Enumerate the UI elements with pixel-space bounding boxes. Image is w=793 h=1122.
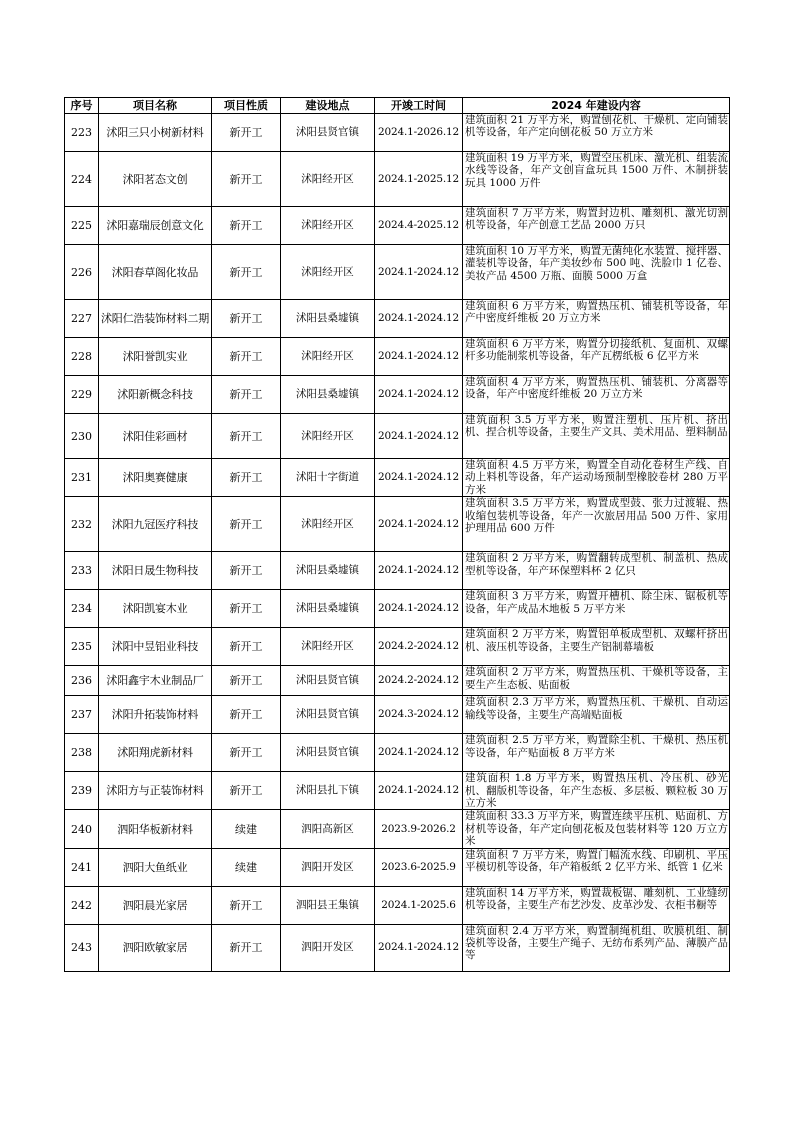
cell-no: 225 bbox=[65, 207, 99, 245]
table-row bbox=[65, 734, 730, 772]
cell-no: 234 bbox=[65, 590, 99, 628]
cell-project-name: 泗阳华板新材料 bbox=[99, 810, 212, 848]
cell-no: 224 bbox=[65, 152, 99, 207]
cell-project-name: 沭阳佳彩画材 bbox=[99, 414, 212, 459]
cell-content: 建筑面积 14 万平方米，购置裁板锯、雕刻机、工业缝纫机等设备，主要生产布艺沙发、皮革沙发、衣柜书橱等 bbox=[463, 886, 730, 924]
cell-period: 2024.3-2024.12 bbox=[375, 696, 463, 734]
cell-period: 2024.1-2024.12 bbox=[375, 772, 463, 810]
cell-project-type: 新开工 bbox=[212, 696, 281, 734]
cell-location: 沭阳经开区 bbox=[281, 497, 375, 552]
cell-project-name: 沭阳中昱铝业科技 bbox=[99, 628, 212, 666]
cell-project-name: 沭阳仁浩装饰材料二期 bbox=[99, 300, 212, 338]
cell-location: 沭阳县扎下镇 bbox=[281, 772, 375, 810]
cell-no: 229 bbox=[65, 376, 99, 414]
cell-project-name: 沭阳奥赛健康 bbox=[99, 459, 212, 497]
cell-project-type: 新开工 bbox=[212, 772, 281, 810]
cell-project-name: 沭阳翔虎新材料 bbox=[99, 734, 212, 772]
cell-project-name: 沭阳方与正装饰材料 bbox=[99, 772, 212, 810]
cell-content: 建筑面积 7 万平方米，购置门幅流水线、印刷机、平压平模切机等设备，年产箱板纸 2 亿平方米、纸管 1 亿米 bbox=[463, 848, 730, 886]
cell-no: 228 bbox=[65, 338, 99, 376]
cell-no: 236 bbox=[65, 666, 99, 696]
header-row bbox=[65, 98, 730, 114]
header-period: 开竣工时间 bbox=[375, 98, 463, 114]
cell-project-type: 新开工 bbox=[212, 114, 281, 152]
table-row bbox=[65, 924, 730, 971]
cell-location: 沭阳县桑墟镇 bbox=[281, 376, 375, 414]
cell-period: 2024.1-2024.12 bbox=[375, 924, 463, 971]
cell-no: 231 bbox=[65, 459, 99, 497]
cell-location: 沭阳经开区 bbox=[281, 414, 375, 459]
cell-period: 2024.2-2024.12 bbox=[375, 628, 463, 666]
cell-project-type: 新开工 bbox=[212, 207, 281, 245]
cell-period: 2024.1-2024.12 bbox=[375, 590, 463, 628]
cell-project-type: 新开工 bbox=[212, 552, 281, 590]
cell-project-type: 新开工 bbox=[212, 924, 281, 971]
cell-content: 建筑面积 4.5 万平方米，购置全自动化卷材生产线、自动上料机等设备，年产运动场预制型橡胶卷材 280 万平方米 bbox=[463, 459, 730, 497]
cell-no: 233 bbox=[65, 552, 99, 590]
cell-project-name: 沭阳茗态文创 bbox=[99, 152, 212, 207]
cell-project-name: 沭阳日晟生物科技 bbox=[99, 552, 212, 590]
header-no: 序号 bbox=[65, 98, 99, 114]
cell-period: 2024.1-2024.12 bbox=[375, 414, 463, 459]
cell-content: 建筑面积 19 万平方米，购置空压机床、激光机、组装流水线等设备，年产文创盲盒玩具 1500 万件、木制拼装玩具 1000 万件 bbox=[463, 152, 730, 207]
project-table bbox=[64, 97, 730, 972]
cell-project-name: 沭阳鑫宇木业制品厂 bbox=[99, 666, 212, 696]
cell-project-name: 泗阳晨光家居 bbox=[99, 886, 212, 924]
cell-project-type: 新开工 bbox=[212, 666, 281, 696]
cell-content: 建筑面积 7 万平方米，购置封边机、雕刻机、激光切割机等设备，年产创意工艺品 2000 万只 bbox=[463, 207, 730, 245]
cell-content: 建筑面积 4 万平方米，购置热压机、铺装机、分离器等设备，年产中密度纤维板 20 万立方米 bbox=[463, 376, 730, 414]
cell-no: 239 bbox=[65, 772, 99, 810]
cell-location: 沭阳十字街道 bbox=[281, 459, 375, 497]
cell-location: 沭阳经开区 bbox=[281, 628, 375, 666]
cell-project-type: 新开工 bbox=[212, 886, 281, 924]
cell-project-type: 新开工 bbox=[212, 414, 281, 459]
cell-location: 沭阳县贤官镇 bbox=[281, 666, 375, 696]
header-name: 项目名称 bbox=[99, 98, 212, 114]
cell-project-name: 泗阳欧敏家居 bbox=[99, 924, 212, 971]
cell-location: 沭阳经开区 bbox=[281, 152, 375, 207]
cell-location: 沭阳经开区 bbox=[281, 245, 375, 300]
table-row bbox=[65, 666, 730, 696]
table-row bbox=[65, 376, 730, 414]
table-row bbox=[65, 300, 730, 338]
cell-period: 2024.1-2024.12 bbox=[375, 300, 463, 338]
cell-project-name: 沭阳凯宴木业 bbox=[99, 590, 212, 628]
table-row bbox=[65, 772, 730, 810]
cell-no: 237 bbox=[65, 696, 99, 734]
cell-period: 2024.4-2025.12 bbox=[375, 207, 463, 245]
cell-content: 建筑面积 2 万平方米，购置铝单板成型机、双螺杆挤出机、液压机等设备，主要生产铝制幕墙板 bbox=[463, 628, 730, 666]
cell-location: 沭阳县桑墟镇 bbox=[281, 300, 375, 338]
cell-project-name: 泗阳大鱼纸业 bbox=[99, 848, 212, 886]
cell-project-type: 新开工 bbox=[212, 376, 281, 414]
cell-period: 2024.1-2024.12 bbox=[375, 497, 463, 552]
cell-location: 沭阳县贤官镇 bbox=[281, 696, 375, 734]
cell-project-name: 沭阳新概念科技 bbox=[99, 376, 212, 414]
cell-location: 泗阳开发区 bbox=[281, 924, 375, 971]
header-location: 建设地点 bbox=[281, 98, 375, 114]
cell-period: 2024.1-2024.12 bbox=[375, 338, 463, 376]
table-row bbox=[65, 414, 730, 459]
table-row bbox=[65, 497, 730, 552]
table-row bbox=[65, 245, 730, 300]
table-row bbox=[65, 590, 730, 628]
header-type: 项目性质 bbox=[212, 98, 281, 114]
cell-content: 建筑面积 10 万平方米，购置无菌纯化水装置、搅拌器、灌装机等设备，年产美妆纱布 500 吨、洗脸巾 1 亿卷、美妆产品 4500 万瓶、面膜 5000 万盒 bbox=[463, 245, 730, 300]
cell-no: 232 bbox=[65, 497, 99, 552]
cell-location: 泗阳县王集镇 bbox=[281, 886, 375, 924]
cell-no: 230 bbox=[65, 414, 99, 459]
cell-content: 建筑面积 6 万平方米，购置分切接纸机、复面机、双螺杆多功能制浆机等设备，年产瓦楞纸板 6 亿平方米 bbox=[463, 338, 730, 376]
cell-content: 建筑面积 6 万平方米，购置热压机、铺装机等设备，年产中密度纤维板 20 万立方米 bbox=[463, 300, 730, 338]
cell-location: 沭阳县桑墟镇 bbox=[281, 552, 375, 590]
cell-no: 240 bbox=[65, 810, 99, 848]
cell-no: 223 bbox=[65, 114, 99, 152]
cell-content: 建筑面积 3.5 万平方米，购置成型鼓、张力过渡辊、热收缩包装机等设备，年产一次旅居用品 500 万件、家用护理用品 600 万件 bbox=[463, 497, 730, 552]
cell-project-type: 新开工 bbox=[212, 152, 281, 207]
cell-no: 235 bbox=[65, 628, 99, 666]
table-row bbox=[65, 848, 730, 886]
cell-period: 2024.2-2024.12 bbox=[375, 666, 463, 696]
cell-content: 建筑面积 21 万平方米，购置刨花机、干燥机、定向铺装机等设备，年产定向刨花板 50 万立方米 bbox=[463, 114, 730, 152]
cell-project-type: 续建 bbox=[212, 810, 281, 848]
cell-project-name: 沭阳春草阁化妆品 bbox=[99, 245, 212, 300]
table-row bbox=[65, 114, 730, 152]
cell-location: 泗阳开发区 bbox=[281, 848, 375, 886]
header-content: 2024 年建设内容 bbox=[463, 98, 730, 114]
cell-location: 沭阳经开区 bbox=[281, 207, 375, 245]
cell-content: 建筑面积 2.3 万平方米，购置热压机、干燥机、自动运输线等设备，主要生产高端贴面板 bbox=[463, 696, 730, 734]
cell-project-name: 沭阳嘉瑞辰创意文化 bbox=[99, 207, 212, 245]
cell-location: 沭阳经开区 bbox=[281, 338, 375, 376]
table-row bbox=[65, 886, 730, 924]
cell-no: 243 bbox=[65, 924, 99, 971]
cell-period: 2024.1-2024.12 bbox=[375, 376, 463, 414]
cell-project-type: 新开工 bbox=[212, 245, 281, 300]
cell-content: 建筑面积 2 万平方米，购置翻转成型机、制盖机、热成型机等设备，年产环保塑料杯 2 亿只 bbox=[463, 552, 730, 590]
cell-period: 2024.1-2026.12 bbox=[375, 114, 463, 152]
cell-location: 沭阳县贤官镇 bbox=[281, 734, 375, 772]
cell-project-type: 新开工 bbox=[212, 459, 281, 497]
table-row bbox=[65, 459, 730, 497]
table-row bbox=[65, 628, 730, 666]
cell-location: 泗阳高新区 bbox=[281, 810, 375, 848]
cell-location: 沭阳县桑墟镇 bbox=[281, 590, 375, 628]
cell-project-name: 沭阳誉凯实业 bbox=[99, 338, 212, 376]
cell-period: 2024.1-2025.12 bbox=[375, 152, 463, 207]
cell-period: 2024.1-2024.12 bbox=[375, 245, 463, 300]
cell-no: 226 bbox=[65, 245, 99, 300]
table-row bbox=[65, 152, 730, 207]
cell-project-type: 新开工 bbox=[212, 338, 281, 376]
table-row bbox=[65, 338, 730, 376]
cell-location: 沭阳县贤官镇 bbox=[281, 114, 375, 152]
cell-no: 241 bbox=[65, 848, 99, 886]
cell-project-type: 新开工 bbox=[212, 734, 281, 772]
table-row bbox=[65, 552, 730, 590]
cell-content: 建筑面积 1.8 万平方米，购置热压机、冷压机、砂光机、翻版机等设备，年产生态板、多层板、颗粒板 30 万立方米 bbox=[463, 772, 730, 810]
cell-period: 2024.1-2024.12 bbox=[375, 459, 463, 497]
cell-project-name: 沭阳三只小树新材料 bbox=[99, 114, 212, 152]
cell-period: 2024.1-2024.12 bbox=[375, 734, 463, 772]
cell-content: 建筑面积 33.3 万平方米，购置连续平压机、贴面机、方材机等设备，年产定向刨花板及包装材料等 120 万立方米 bbox=[463, 810, 730, 848]
cell-content: 建筑面积 3.5 万平方米，购置注塑机、压片机、挤出机、捏合机等设备，主要生产文具、美术用品、塑料制品 bbox=[463, 414, 730, 459]
cell-project-type: 新开工 bbox=[212, 628, 281, 666]
cell-project-name: 沭阳九冠医疗科技 bbox=[99, 497, 212, 552]
cell-content: 建筑面积 2.5 万平方米，购置除尘机、干燥机、热压机等设备，年产贴面板 8 万平方米 bbox=[463, 734, 730, 772]
cell-project-name: 沭阳升拓装饰材料 bbox=[99, 696, 212, 734]
cell-no: 238 bbox=[65, 734, 99, 772]
cell-content: 建筑面积 2 万平方米，购置热压机、干燥机等设备，主要生产生态板、贴面板 bbox=[463, 666, 730, 696]
cell-no: 227 bbox=[65, 300, 99, 338]
cell-content: 建筑面积 3 万平方米，购置开槽机、除尘床、锯板机等设备，年产成品木地板 5 万平方米 bbox=[463, 590, 730, 628]
cell-content: 建筑面积 2.4 万平方米，购置制绳机组、吹膜机组、制袋机等设备，主要生产绳子、无纺布系列产品、薄膜产品等 bbox=[463, 924, 730, 971]
table-row bbox=[65, 207, 730, 245]
cell-period: 2023.9-2026.2 bbox=[375, 810, 463, 848]
table-row bbox=[65, 696, 730, 734]
cell-period: 2023.6-2025.9 bbox=[375, 848, 463, 886]
cell-project-type: 续建 bbox=[212, 848, 281, 886]
cell-period: 2024.1-2025.6 bbox=[375, 886, 463, 924]
cell-project-type: 新开工 bbox=[212, 300, 281, 338]
table-row bbox=[65, 810, 730, 848]
cell-no: 242 bbox=[65, 886, 99, 924]
cell-project-type: 新开工 bbox=[212, 497, 281, 552]
cell-project-type: 新开工 bbox=[212, 590, 281, 628]
cell-period: 2024.1-2024.12 bbox=[375, 552, 463, 590]
